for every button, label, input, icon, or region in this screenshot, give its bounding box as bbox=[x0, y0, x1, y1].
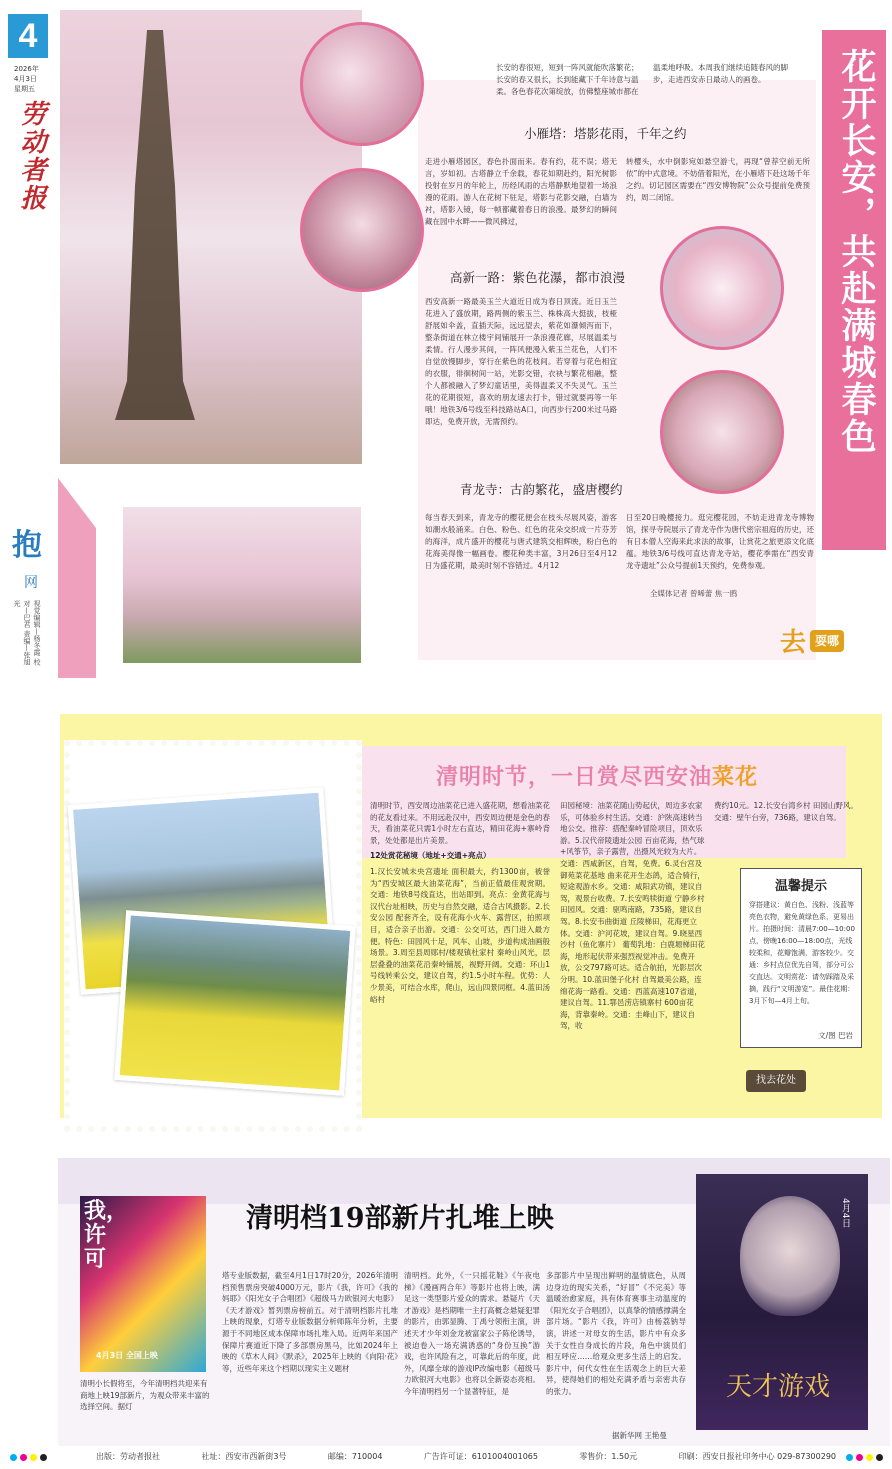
subhead-qinglong-temple: 青龙寺：古韵繁花，盛唐樱约 bbox=[460, 482, 623, 497]
footer-publisher: 出版：劳动者报社 bbox=[96, 1452, 160, 1461]
circle-photo-selfie bbox=[300, 168, 424, 292]
footer-address: 社址：西安市西新街3号 bbox=[201, 1452, 287, 1461]
article2-lead: 清明时节，西安周边油菜花已进入盛花期，想看油菜花的花友看过来。不用远赴汉中，西安周边便是金色的春天，看油菜花只需1小时左右直达，精田花海+寨岭背景，处处都是出片美景。 bbox=[370, 801, 550, 845]
subhead-gaoxin-road: 高新一路：紫色花瀑，都市浪漫 bbox=[450, 270, 626, 285]
bao-logo-net: 网 bbox=[24, 575, 38, 591]
date-year: 2026年 bbox=[14, 65, 39, 73]
article2-column: 费约10元。12.长安台湾乡村 田园山野风。交通：壁午台旁，736路，建议自驾。 bbox=[714, 801, 858, 822]
newspaper-logo: 劳动者报 bbox=[16, 100, 46, 212]
decorative-flag bbox=[58, 478, 96, 678]
tips-box bbox=[740, 868, 862, 1048]
tips-body: 穿搭建议：黄白色、浅粉、浅蓝等亮色衣物，避免黄绿色系，更易出片。拍摄时间：清晨7:00—10:00点，傍晚16:00—18:00点，光线较柔和，花瓣饱满，游客较少。交通：乡村点位优先自驾，部分可公交直达。文明赏花：请勿踩踏及采摘，践行“文明游览”。最佳花期：3月下旬—4月上旬。 bbox=[749, 901, 855, 1005]
article3-title: 清明档19部新片扎堆上映 bbox=[246, 1203, 554, 1234]
article3-column: 多部影片中呈现出鲜明的温情底色，从周边身边的现实关系，“好冒”《不完美》等温暖治愈家庭，具有体育赛事主动温度的《阳光女子合唱团》，以真挚的情感撑满全部片场。“影片《我，许可》由杨荔钠导演，讲述一对母女的生活，影片中有众多关于女性自身成长的片段，角色中演员们相互呼应……给观众更多生活上的启发。影片中，何代女性在生活观念上的巨大差异，使得她们的相处充满矛盾与亲密共存的张力。 bbox=[546, 1271, 686, 1396]
poster2-portrait bbox=[740, 1196, 840, 1316]
circle-photo-magnolia bbox=[660, 226, 784, 350]
circle-photo-cherry bbox=[660, 370, 784, 494]
article2-list-text: 1.汉长安城未央宫遗址 面积最大，约1300亩，被誉为“西安城区最大油菜花海”，当前正值最佳观赏期。交通：地铁8号线直达，出站即到。亮点：金黄花海与汉代台址相映，历史与自然交融，适合古风摄影。2.长安公园 配套齐全，设有花海小火车、露营区，拍照项目，适合亲子出游。交通：公交可达，西门进入最方便。特色：田园风十足，风车、山坡，步道构成油画般场景。3.周至县周郧村/楼观镇杜家村 秦岭山风光，层层叠叠的油菜花沿秦岭铺展，视野开阔。交通：环山1号线转乘公交，建议自驾，约1.5小时车程。优势：人少景美，可结合水库，爬山，远山四景同框。4.蓝田汤峪村 bbox=[370, 866, 550, 1004]
registration-dot bbox=[20, 1454, 27, 1461]
registration-dot bbox=[856, 1454, 863, 1461]
date-day: 4月3日 bbox=[14, 75, 37, 83]
article1-paragraph: 每当春天到来，青龙寺的樱花便会在枝头尽展风姿，游客如潮水般涌来。白色、粉色、红色的花朵交织成一片芬芳的海洋，成片盛开的樱花与唐式建筑交相辉映，粉白色的花海美得像一幅画卷。樱花种类丰富，3月26日至4月12日为盛花期，最美时刻不容错过。4月12 bbox=[425, 513, 617, 570]
circle-photo-visitors bbox=[300, 22, 424, 146]
footer-info bbox=[96, 1451, 836, 1462]
article2-list-heading: 12处赏花秘境（地址+交通+亮点） bbox=[370, 851, 491, 861]
tips-credit: 文/图 巴岩 bbox=[818, 1031, 853, 1040]
article2-title-accent: 菜花 bbox=[712, 765, 759, 790]
registration-dot bbox=[846, 1454, 853, 1461]
qu-logo-char: 去 bbox=[780, 628, 807, 658]
article3-column: 清明档。此外，《一只摇花鞋》《午夜电梯》《漫画两合年》等影片也将上映，满足这一类型影片爱众的需求。悬疑片《天才游戏》是档期唯一主打高概念悬疑犯罪的影片，由郭显腾、丁禹兮领衔主演，讲述天才少年刘金龙被富家公子陈伦诱导，被迫卷入一场充满诱惑的“身份互换”游戏，也许风险有之，可靠此后的年度，此外，风靡全球的游戏IP改编电影《超级马力欧银河大电影》也将以全新姿态亮相。今年清明档另一个显著特征，是 bbox=[404, 1271, 540, 1396]
registration-dot bbox=[10, 1454, 17, 1461]
article1-intro: 长安的春很短，短到一阵风就能吹落繁花；长安的春又很长，长到能藏下千年诗意与温柔。各色春花次第绽放，仿佛整座城市都在温柔地呼吸。本周我们继续追随春风的脚步，走进西安赤日最动人的画卷。 bbox=[496, 63, 788, 96]
footer-postcode: 邮编：710004 bbox=[327, 1452, 383, 1461]
page-number: 4 bbox=[8, 14, 48, 58]
zou-logo: 找去花处 bbox=[746, 1070, 806, 1092]
date-weekday: 星期五 bbox=[14, 85, 35, 93]
poster2-date: 4月4日 bbox=[840, 1198, 850, 1228]
footer-price: 零售价：1.50元 bbox=[579, 1452, 638, 1461]
article1-credit: 全媒体记者 曾晞蕾 焦一鸥 bbox=[650, 589, 738, 598]
qu-logo bbox=[780, 622, 844, 656]
left-sidebar bbox=[0, 0, 58, 1445]
registration-dot bbox=[30, 1454, 37, 1461]
page-footer bbox=[0, 1446, 892, 1466]
article2-column bbox=[370, 800, 550, 1005]
article1-paragraph: 西安高新一路最美玉兰大道近日成为春日顶流。近日玉兰花进入了盛放期，路两侧的紫玉兰、株株高大挺拔，枝桠舒展如伞盖，直插天际，远远望去，紫花如瀑倾泻而下，整条街道在林立楼宇间铺展开一条浪漫花廊，尽展温柔与柔情。行人漫步其间，一阵风便漫入紫玉兰花色，人们不自觉放慢脚步，穿行在紫色的花枝间。若穿着与花色相宜的衣服，徘徊树间一站，光影交错，衣袂与繁花相融，整个人都被融入了梦幻童话里，美得温柔又不失灵气。玉兰花的花期很短，喜欢的朋友速去打卡，错过就要再等一年哦！地铁3/6号线至科技路站A口，向西步行200米过马路即达，免费开放，无需预约。 bbox=[425, 297, 617, 426]
poster2-title: 天才游戏 bbox=[726, 1372, 831, 1402]
issue-date bbox=[14, 64, 39, 94]
article2-column: 田园秘境：油菜花随山势起伏，周边多农家乐，可体验乡村生活。交通：沪陕高速转当地公交。推荐：搭配秦岭冒险项目，顶欢乐游。5.汉代帝陵遗址公园 百亩花海，热气球+风筝节，亲子露营，出摄风光较为大片。交通：西咸新区，自驾，免费。6.灵台宫及御苑菜花基地 曲来花开生态鸽，适合骑行，短途观游水乡。交通：咸阳武功镇，建议自驾，观景台收费。7.长安鸣犊街道 宁静乡村田园风。交通：驱鸣南路，735路，建议自驾。8.长安韦曲街道 丘陵梯田，花海更立体。交通：沪河花坡，建议自驾。9.晓星西沙村（鱼化寨片） 葡萄乳地：白鹿塬梯田花海，地形起伏带来强烈视觉冲击。免费开放，公交797路可达。适合航拍，光影层次分明。10.蓝田堡子化村 自驾最美公路，连绵花海一路看。交通：西蓝高速107省道，建议自驾。11.鄠邑涝店镇寨村 600亩花海，背靠秦岭。交通：圭峰山下，建议自驾，收 bbox=[560, 801, 705, 1031]
qu-logo-tag: 耍哪 bbox=[810, 630, 844, 652]
rapeseed-photo-visitors bbox=[114, 910, 355, 1096]
tips-title: 温馨提示 bbox=[774, 879, 827, 894]
registration-dot bbox=[866, 1454, 873, 1461]
article2-title-main: 清明时节，一日赏尽西安油 bbox=[436, 765, 713, 790]
poster1-title: 我，许可 bbox=[84, 1199, 129, 1272]
cherry-park-photo bbox=[123, 507, 361, 663]
article3-credit: 据新华网 王艳曼 bbox=[612, 1431, 667, 1440]
article1-paragraph: 日至20日晚樱接力。逛完樱花园，不妨走进青龙寺博物馆，探寻寺院展示了青龙寺作为唐代密宗祖庭的历史，还有日本僧人空海来此求法的故事，让赏花之旅更添文化底蕴。地铁3/6号线可直达青龙寺站，樱花季需在“西安青龙寺遗址”公众号提前1天预约，免费参观。 bbox=[626, 513, 814, 570]
article3-column: 塔专业版数据，截至4月1日17时20分，2026年清明档预售票房突破4000万元，影片《我，许可》《我的妈耶》《阳光女子合唱团》《超级马力欧银河大电影》《天才游戏》暂列票房榜前五。对于清明档影片扎堆上映的现象，灯塔专业版数据分析师陈年分析，主要源于不同地区成本保障市场扎堆入局。近两年来国产保障片赛道近下降了多部票房黑马，比如2024年上映的《草木人间》《默杀》，2025年上映的《向阳·花》等，近些年来这个档期以现实主义题材 bbox=[222, 1271, 398, 1373]
article1-paragraph: 转樱头，水中倒影宛如悬空游弋，再现“曾荐空前无所依”的中式意境。不妨借着阳光，在小雁塔下赴这场千年之约。切记园区需要在“西安博物院”公众号提前免费预约，周二闭馆。 bbox=[626, 157, 810, 202]
bao-logo-char: 抱 bbox=[12, 528, 42, 563]
subhead-small-goose-pagoda: 小雁塔：塔影花雨，千年之约 bbox=[524, 126, 687, 141]
article3-column: 清明小长假将至，今年清明档共迎来有商地上映19部新片，为观众带来丰富的选择空间。据灯 bbox=[80, 1379, 210, 1412]
article1-title: 花开长安，共赴满城春色 bbox=[836, 48, 877, 455]
footer-license: 广告许可证：6101004001065 bbox=[423, 1452, 538, 1461]
footer-printer: 印刷：西安日报社印务中心 029-87300290 bbox=[678, 1452, 836, 1461]
article1-paragraph: 走进小雁塔园区，春色扑面而来。春有约，花不误；塔无言，岁如初。古塔静立千余载，春花如期赴约，阳光树影投射在岁月的年轮上，历经风雨的古塔静默地望着一场浪漫的花雨。游人在花树下驻足，塔影与花影交融，白墙为衬，塔影入镜，每一帧都藏着春日的浪漫。最梦幻的瞬间藏在园中水畔——微风拂过， bbox=[425, 157, 617, 226]
poster1-release: 4月3日 全国上映 bbox=[96, 1351, 158, 1360]
registration-dot bbox=[40, 1454, 47, 1461]
registration-dot bbox=[876, 1454, 883, 1461]
editors-credit: 视觉编辑—杨冬霞 校对—巴君 责编—张旭光 bbox=[13, 600, 41, 666]
article2-title bbox=[436, 760, 758, 791]
